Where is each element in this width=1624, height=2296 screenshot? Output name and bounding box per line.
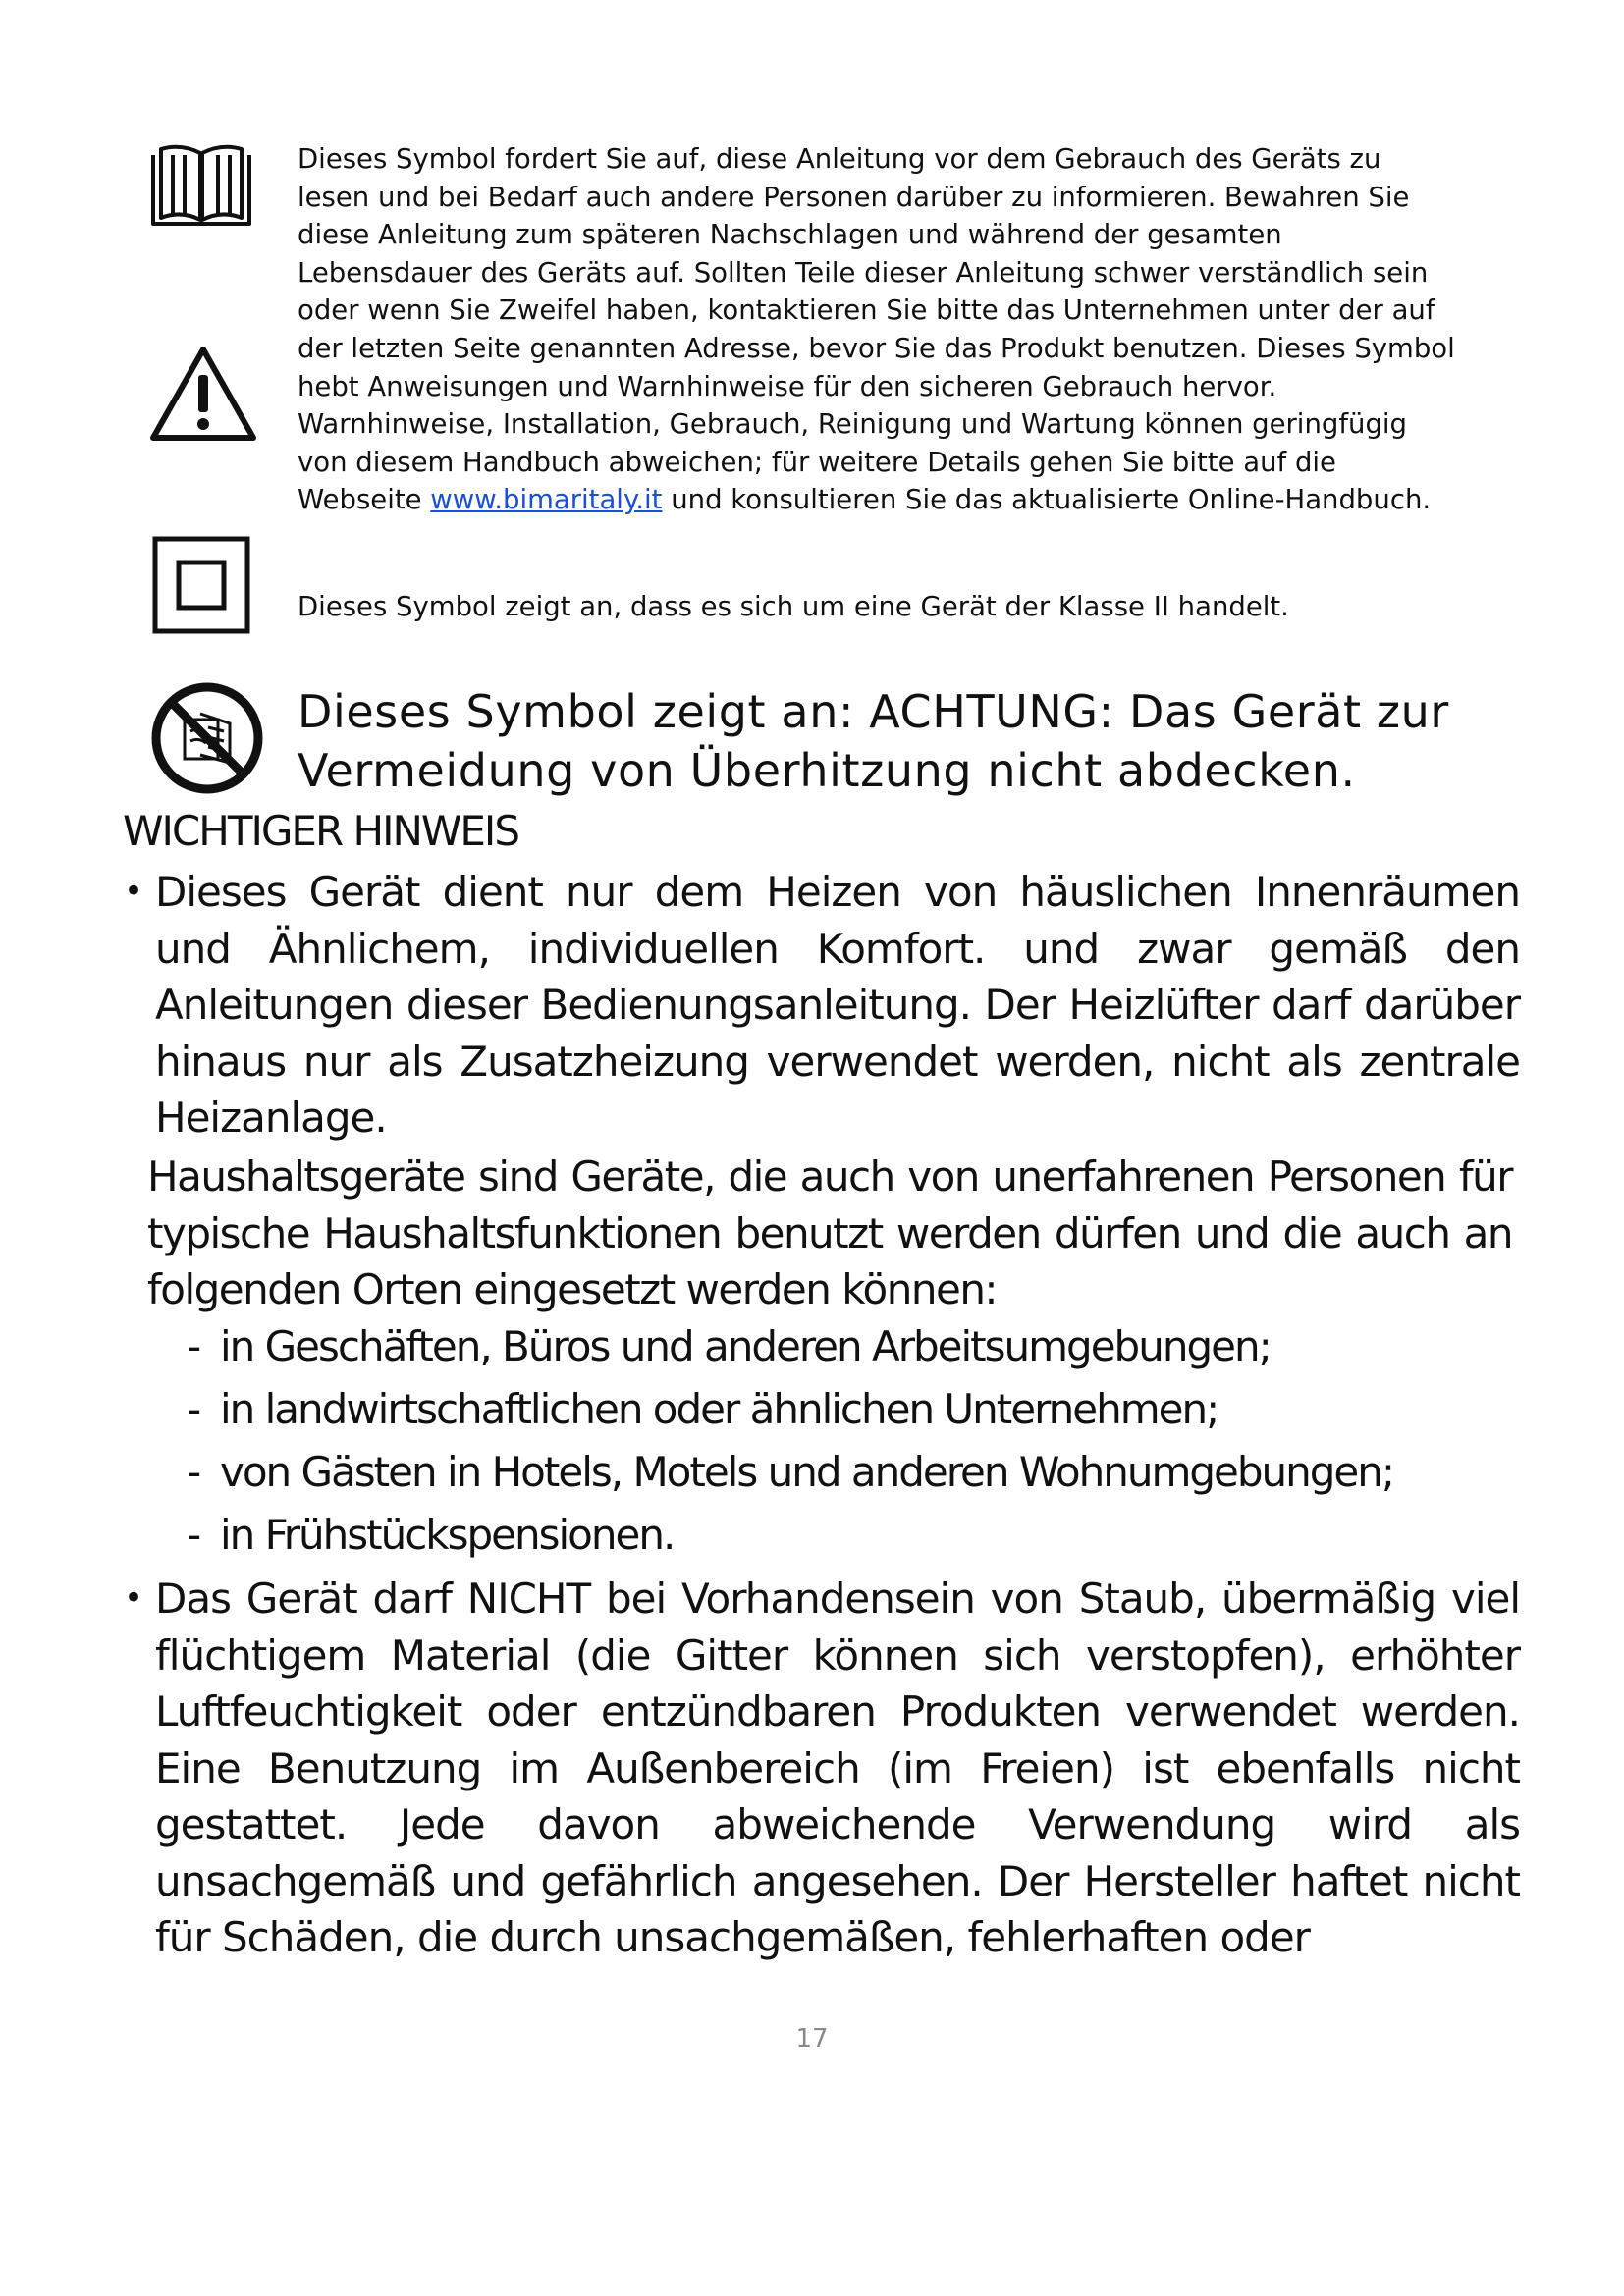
dash: - bbox=[187, 1511, 200, 1559]
paragraph-3: Das Gerät darf NICHT bei Vorhandensein von Staub, übermäßig viel flüchtigem Material (die Gitter können sich verstopfen), erhöhter Luftfeuchtigkeit oder entzündbaren Produkten verwendet werden. Eine Benutzung im Außenbereich (im Freien) ist ebenfalls nicht gestattet. Jede davon abweichende Verwendung wird als unsachgemäß und gefährlich angesehen. Der Hersteller haftet nicht für Schäden, die durch unsachgemäßen, fehlerhaften oder bbox=[155, 1575, 1520, 1961]
locations-list bbox=[187, 1315, 1393, 1567]
warning-line-1: Dieses Symbol zeigt an: ACHTUNG: Das Gerät zur bbox=[298, 685, 1449, 738]
page-number: 17 bbox=[795, 2024, 829, 2054]
paragraph-1: Dieses Gerät dient nur dem Heizen von häuslichen Innenräumen und Ähnlichem, individuellen Komfort. und zwar gemäß den Anleitungen dieser Bedienungsanleitung. Der Heizlüfter darf darüber hinaus nur als Zusatzheizung verwendet werden, nicht als zentrale Heizanlage. bbox=[155, 868, 1520, 1142]
dash: - bbox=[187, 1385, 200, 1433]
symbol-explanations bbox=[298, 140, 1456, 519]
list-item-text: in Geschäften, Büros und anderen Arbeitsumgebungen; bbox=[220, 1322, 1271, 1370]
list-item bbox=[187, 1378, 1393, 1441]
list-item-text: von Gästen in Hotels, Motels und anderen Wohnumgebungen; bbox=[220, 1448, 1394, 1496]
warning-line-2: Vermeidung von Überhitzung nicht abdecken. bbox=[298, 744, 1356, 797]
list-item bbox=[187, 1441, 1393, 1504]
list-item bbox=[187, 1315, 1393, 1378]
bullet-1: • bbox=[124, 872, 144, 911]
intro-text-1: Dieses Symbol fordert Sie auf, diese Anleitung vor dem Gebrauch des Geräts zu lesen und bei Bedarf auch andere Personen darüber zu informieren. Bewahren Sie diese Anleitung zum späteren Nachschlagen und während der gesamten Lebensdauer des Geräts auf. Sollten Teile dieser Anleitung schwer verständlich sein oder wenn Sie Zweifel haben, kontaktieren Sie bitte das Unternehmen unter der auf der letzten Seite genannten Adresse, bevor Sie das Produkt benutzen. Dieses Symbol hebt Anweisungen und Warnhinweise für den sicheren Gebrauch hervor. Warnhinweise, Installation, Gebrauch, Reinigung und Wartung können geringfügig von diesem Handbuch abweichen; für weitere Details gehen Sie bitte auf die Webseite bbox=[298, 143, 1455, 516]
class-ii-text: Dieses Symbol zeigt an, dass es sich um eine Gerät der Klasse II handelt. bbox=[298, 591, 1289, 622]
open-book-icon bbox=[147, 141, 255, 232]
double-square-icon bbox=[151, 535, 251, 635]
intro-text-2: und konsultieren Sie das aktualisierte Online-Handbuch. bbox=[671, 484, 1432, 516]
section-heading: WICHTIGER HINWEIS bbox=[123, 807, 518, 855]
list-item-text: in Frühstückspensionen. bbox=[220, 1511, 675, 1559]
paragraph-2: Haushaltsgeräte sind Geräte, die auch von unerfahrenen Personen für typische Haushaltsfunktionen benutzt werden dürfen und die auch an folgenden Orten eingesetzt werden können: bbox=[147, 1152, 1512, 1313]
do-not-cover-warning bbox=[298, 682, 1449, 800]
warning-triangle-icon bbox=[147, 344, 259, 444]
website-link[interactable]: www.bimaritaly.it bbox=[430, 484, 663, 516]
do-not-cover-icon bbox=[149, 680, 265, 796]
list-item-text: in landwirtschaftlichen oder ähnlichen Unternehmen; bbox=[220, 1385, 1218, 1433]
bullet-2: • bbox=[124, 1578, 144, 1618]
dash: - bbox=[187, 1448, 200, 1496]
dash: - bbox=[187, 1322, 200, 1370]
list-item bbox=[187, 1504, 1393, 1567]
